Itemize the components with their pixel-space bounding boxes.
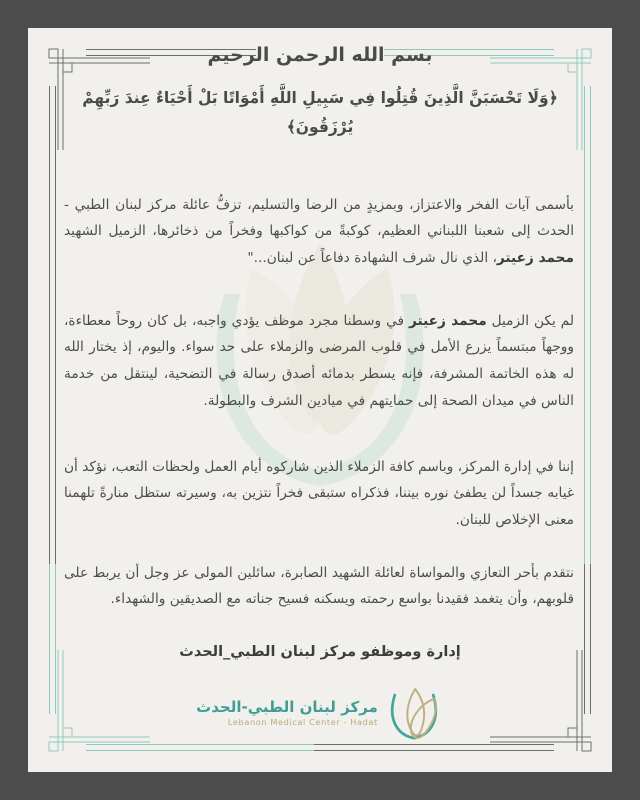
- quran-verse: ﴿وَلَا تَحْسَبَنَّ الَّذِينَ قُتِلُوا فِي سَبِيلِ اللَّهِ أَمْوَاتًا بَلْ أَحْيَاءٌ عِندَ رَبِّهِمْ يُرْزَقُونَ﴾: [82, 89, 558, 136]
- paragraph-1-text-before: بأسمى آيات الفخر والاعتزاز، وبمزيدٍ من الرضا والتسليم، تزفُّ عائلة مركز لبنان الطبي - الحدث إلى شعبنا اللبناني العظيم، كوكبةً من كواكبها وفخراً من ذخائرها، الزميل الشهيد: [64, 196, 574, 240]
- paragraph-1-text-after: ، الذي نال شرف الشهادة دفاعاً عن لبنان...": [247, 250, 497, 267]
- paragraph-2-text-before: لم يكن الزميل: [486, 312, 574, 329]
- paragraph-condolences: نتقدم بأحر التعازي والمواساة لعائلة الشهيد الصابرة، سائلين المولى عز وجل أن يربط على قلوبهم، وأن يتغمد فقيدنا بواسع رحمته ويسكنه فسيح جناته مع الصديقين والشهداء.: [64, 564, 574, 608]
- martyr-name-first-mention: محمد زعيتر: [496, 250, 574, 267]
- poster-content: [28, 28, 612, 772]
- logo-arabic-name: مركز لبنان الطبي-الحدث: [196, 698, 378, 717]
- organization-logo-lockup: [28, 684, 612, 742]
- signature-line: إدارة وموظفو مركز لبنان الطبي_الحدث: [179, 644, 461, 660]
- logo-text-block: [196, 698, 378, 727]
- paragraph-tribute: [64, 308, 574, 415]
- paragraph-2-text-after: في وسطنا مجرد موظف يؤدي واجبه، بل كان روحاً معطاءة، ووجهاً مبتسماً يزرع الأمل في قلوب المرضى والزملاء على حد سواء. واليوم، إذ يختار الله له هذه الخاتمة المشرفة، فإنه يسطر بدمائه أصدق رسالة في التضحية، لينتقل من خدمة الناس في ميدان الصحة إلى حمايتهم في ميادين الشرف والبطولة.: [64, 312, 574, 409]
- martyr-name-second-mention: محمد زعيتر: [408, 312, 487, 329]
- paragraph-management-statement: إننا في إدارة المركز، وباسم كافة الزملاء الذين شاركوه أيام العمل ولحظات التعب، نؤكد أن غيابه جسداً لن يطفئ نوره بيننا، فذكراه ستبقى فخراً نتزين به، وسيرته ستظل منارةً تلهمنا معنى الإخلاص للبنان.: [64, 458, 574, 529]
- lotus-logo-icon: [384, 684, 444, 742]
- bismillah-heading: بسم الله الرحمن الرحيم: [207, 44, 433, 66]
- logo-english-name: Lebanon Medical Center - Hadat: [227, 717, 378, 728]
- obituary-poster: [28, 28, 612, 772]
- paragraph-announcement: [64, 192, 574, 272]
